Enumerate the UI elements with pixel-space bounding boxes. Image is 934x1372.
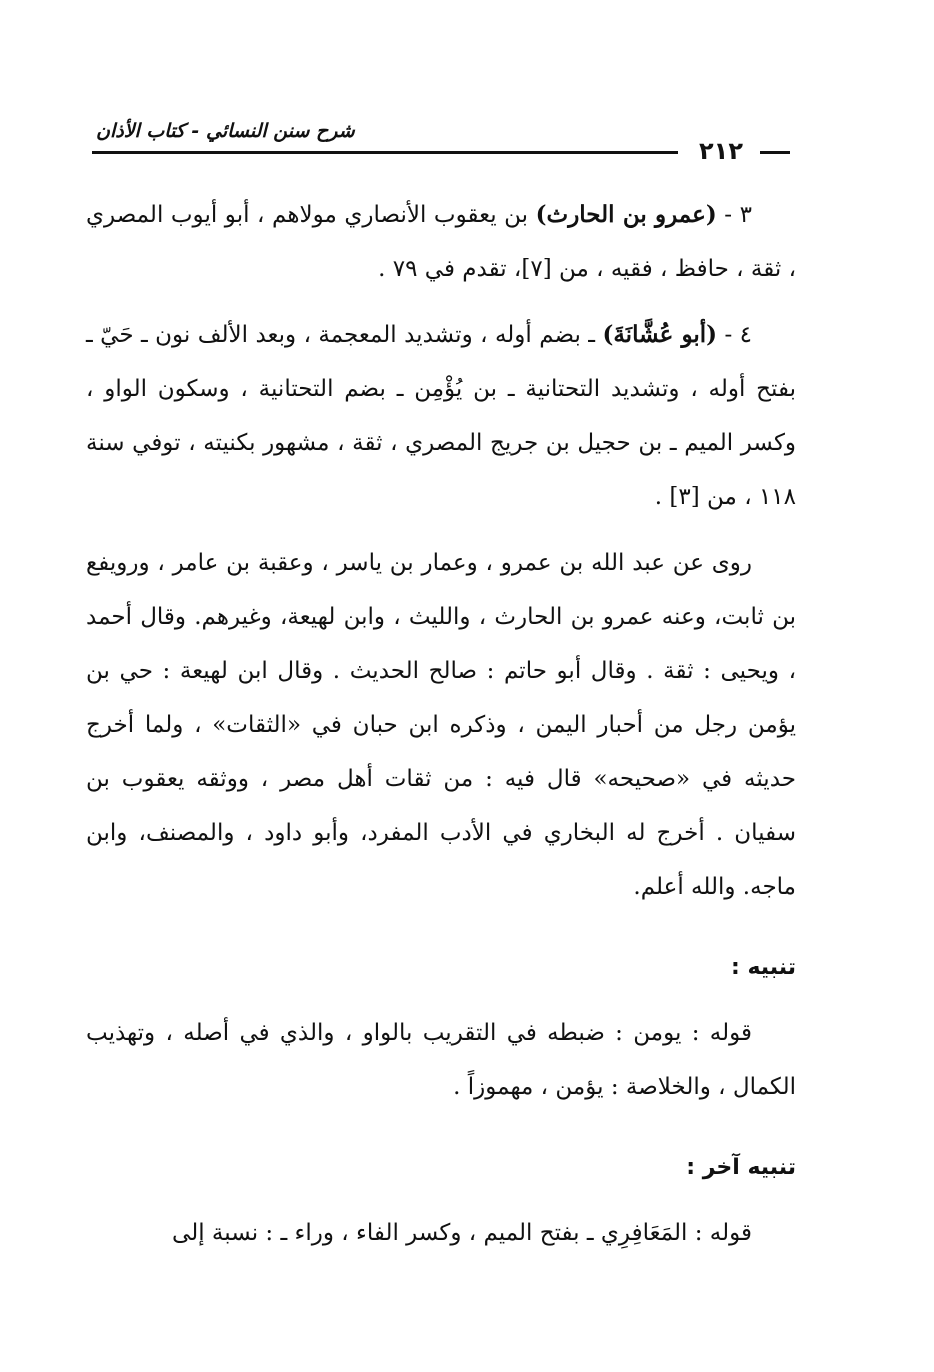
running-header <box>92 118 792 178</box>
narrator-entry-3 <box>86 188 796 296</box>
header-rule <box>92 151 678 154</box>
entry-text: ـ بضم أوله ، وتشديد المعجمة ، وبعد الألف نون ـ حَيّ ـ بفتح أوله ، وتشديد التحتانية ـ بن يُؤْمِن ـ بضم التحتانية ، وسكون الواو ، وكسر الميم ـ بن حجيل بن جريج المصري ، ثقة ، مشهور بكنيته ، توفي سنة ١١٨ ، من [٣] . <box>86 322 796 510</box>
biography-paragraph: روى عن عبد الله بن عمرو ، وعمار بن ياسر ، وعقبة بن عامر ، ورويفع بن ثابت، وعنه عمرو بن الحارث ، والليث ، وابن لهيعة، وغيرهم. وقال أحمد ، ويحيى : ثقة . وقال أبو حاتم : صالح الحديث . وقال ابن لهيعة : حي بن يؤمن رجل من أحبار اليمن ، وذكره ابن حبان في «الثقات» ، ولما أخرج حديثه في «صحيحه» قال فيه : من ثقات أهل مصر ، ووثقه يعقوب بن سفيان . أخرج له البخاري في الأدب المفرد، وأبو داود ، والمصنف، وابن ماجه. والله أعلم. <box>86 550 796 900</box>
narrator-entry-4 <box>86 308 796 524</box>
page-number: ٢١٢ <box>699 137 743 165</box>
page-number-rule <box>760 151 790 154</box>
running-header-title: شرح سنن النسائي - كتاب الأذان <box>96 120 355 142</box>
entry-number: ٤ - <box>717 322 752 348</box>
second-note-heading: تنبيه آخر : <box>686 1155 796 1180</box>
entry-number: ٣ - <box>716 202 752 228</box>
narrator-name: (أبو عُشَّانَةَ) <box>602 321 718 348</box>
page-body <box>86 188 796 1260</box>
note-paragraph: قوله : يومن : ضبطه في التقريب بالواو ، والذي في أصله ، وتهذيب الكمال ، والخلاصة : يؤمن ، مهموزاً . <box>86 1020 796 1100</box>
note-heading: تنبيه : <box>730 955 796 980</box>
entry-text: بن يعقوب الأنصاري مولاهم ، أبو أيوب المصري ، ثقة ، حافظ ، فقيه ، من [٧]، تقدم في ٧٩ . <box>86 202 796 282</box>
narrator-name: (عمرو بن الحارث) <box>535 201 717 228</box>
second-note-paragraph: قوله : المَعَافِرِي ـ بفتح الميم ، وكسر الفاء ، وراء ـ : نسبة إلى <box>172 1220 752 1246</box>
